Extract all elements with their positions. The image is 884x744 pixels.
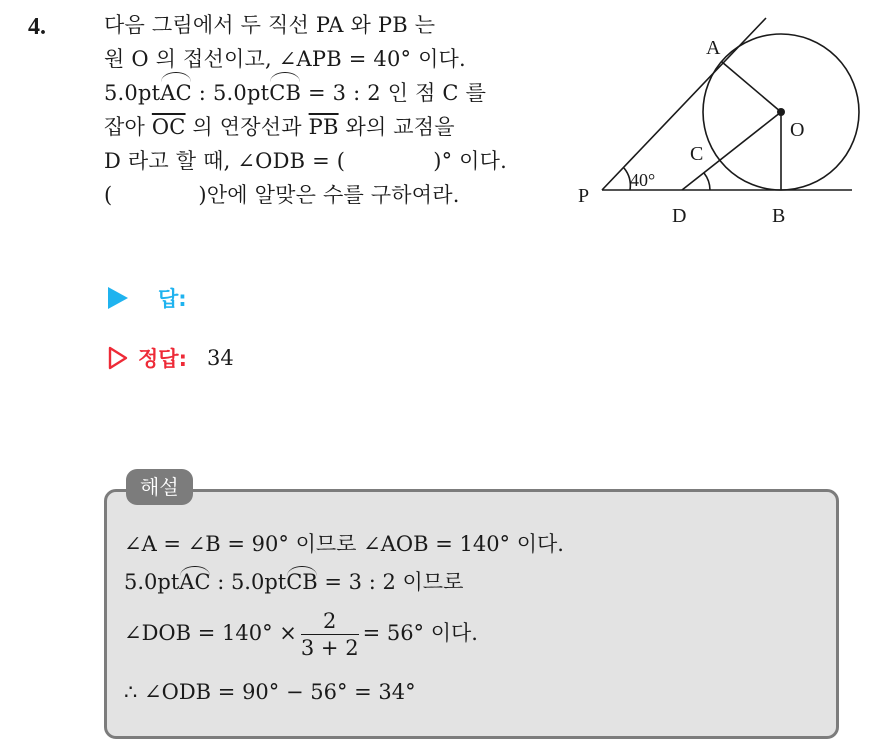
fraction-denominator: 3 + 2: [300, 636, 359, 660]
explanation-line-4: ∴ ∠ODB = 90° − 56° = 34°: [124, 680, 416, 704]
exp-arc-cb: CB: [286, 570, 318, 594]
arc-mid: : 5.0pt: [191, 81, 270, 105]
label-p: P: [578, 185, 590, 207]
arc-cb: CB: [269, 76, 301, 110]
line5-part-a: D 라고 할 때, ∠ODB = (: [104, 149, 346, 173]
fraction: [301, 608, 359, 661]
correct-answer-value: 34: [206, 346, 234, 370]
explanation-line-1: ∠A = ∠B = 90° 이므로 ∠AOB = 140° 이다.: [124, 532, 564, 556]
label-c: C: [690, 143, 704, 165]
label-o: O: [790, 119, 805, 141]
segment-pb: $\overline{PB}$: [308, 115, 339, 139]
arc-prefix: 5.0pt: [104, 81, 161, 105]
question-number: 4.: [28, 14, 46, 40]
question-line-2: 원 O 의 접선이고, ∠APB = 40° 이다.: [104, 47, 466, 71]
line4-part-a: 잡아: [104, 115, 152, 139]
label-d: D: [672, 205, 687, 227]
correct-answer-row: [108, 340, 234, 376]
radius-oa: [722, 62, 781, 112]
tangent-line-pa: [602, 18, 766, 190]
question-line-6: [104, 178, 564, 212]
line4-part-c: 와의 교점을: [338, 115, 455, 139]
fraction-numerator: 2: [301, 608, 359, 635]
correct-answer-label: 정답:: [138, 347, 187, 371]
line5-part-b: )° 이다.: [433, 149, 508, 173]
exp-arc-ac: AC: [179, 570, 211, 594]
arc-ac: AC: [160, 76, 192, 110]
question-text: [104, 8, 564, 212]
question-line-3: [104, 76, 564, 110]
geometry-figure: [570, 8, 870, 240]
answer-label: 답:: [158, 287, 187, 311]
question-line-1: 다음 그림에서 두 직선 PA 와 PB 는: [104, 13, 436, 37]
answer-row: [108, 282, 187, 314]
explanation-line-2: [124, 566, 463, 596]
question-line-4: [104, 110, 564, 144]
line6-part-a: (: [104, 183, 113, 207]
center-point-o: [777, 108, 785, 116]
line4-part-b: 의 연장선과: [185, 115, 309, 139]
angle-mark-d: [704, 173, 710, 190]
line6-part-b: )안에 알맞은 수를 구하여라.: [198, 183, 460, 207]
label-a: A: [706, 37, 721, 59]
exp-line3-post: = 56° 이다.: [362, 621, 478, 645]
exp-ratio-text: = 3 : 2 이므로: [317, 570, 464, 594]
play-triangle-icon: [108, 287, 128, 309]
segment-oc: $\overline{OC}$: [151, 115, 186, 139]
explanation-line-3: [124, 608, 478, 661]
outline-triangle-icon: [108, 346, 128, 370]
exp-arc-mid: : 5.0pt: [210, 570, 287, 594]
question-line-5: [104, 144, 564, 178]
explanation-tag: 해설: [126, 469, 193, 505]
ratio-text: = 3 : 2 인 점 C 를: [301, 81, 487, 105]
angle-label: 40°: [630, 170, 656, 190]
label-b: B: [772, 205, 786, 227]
exp-arc-prefix: 5.0pt: [124, 570, 180, 594]
exp-line3-pre: ∠DOB = 140° ×: [124, 621, 297, 645]
